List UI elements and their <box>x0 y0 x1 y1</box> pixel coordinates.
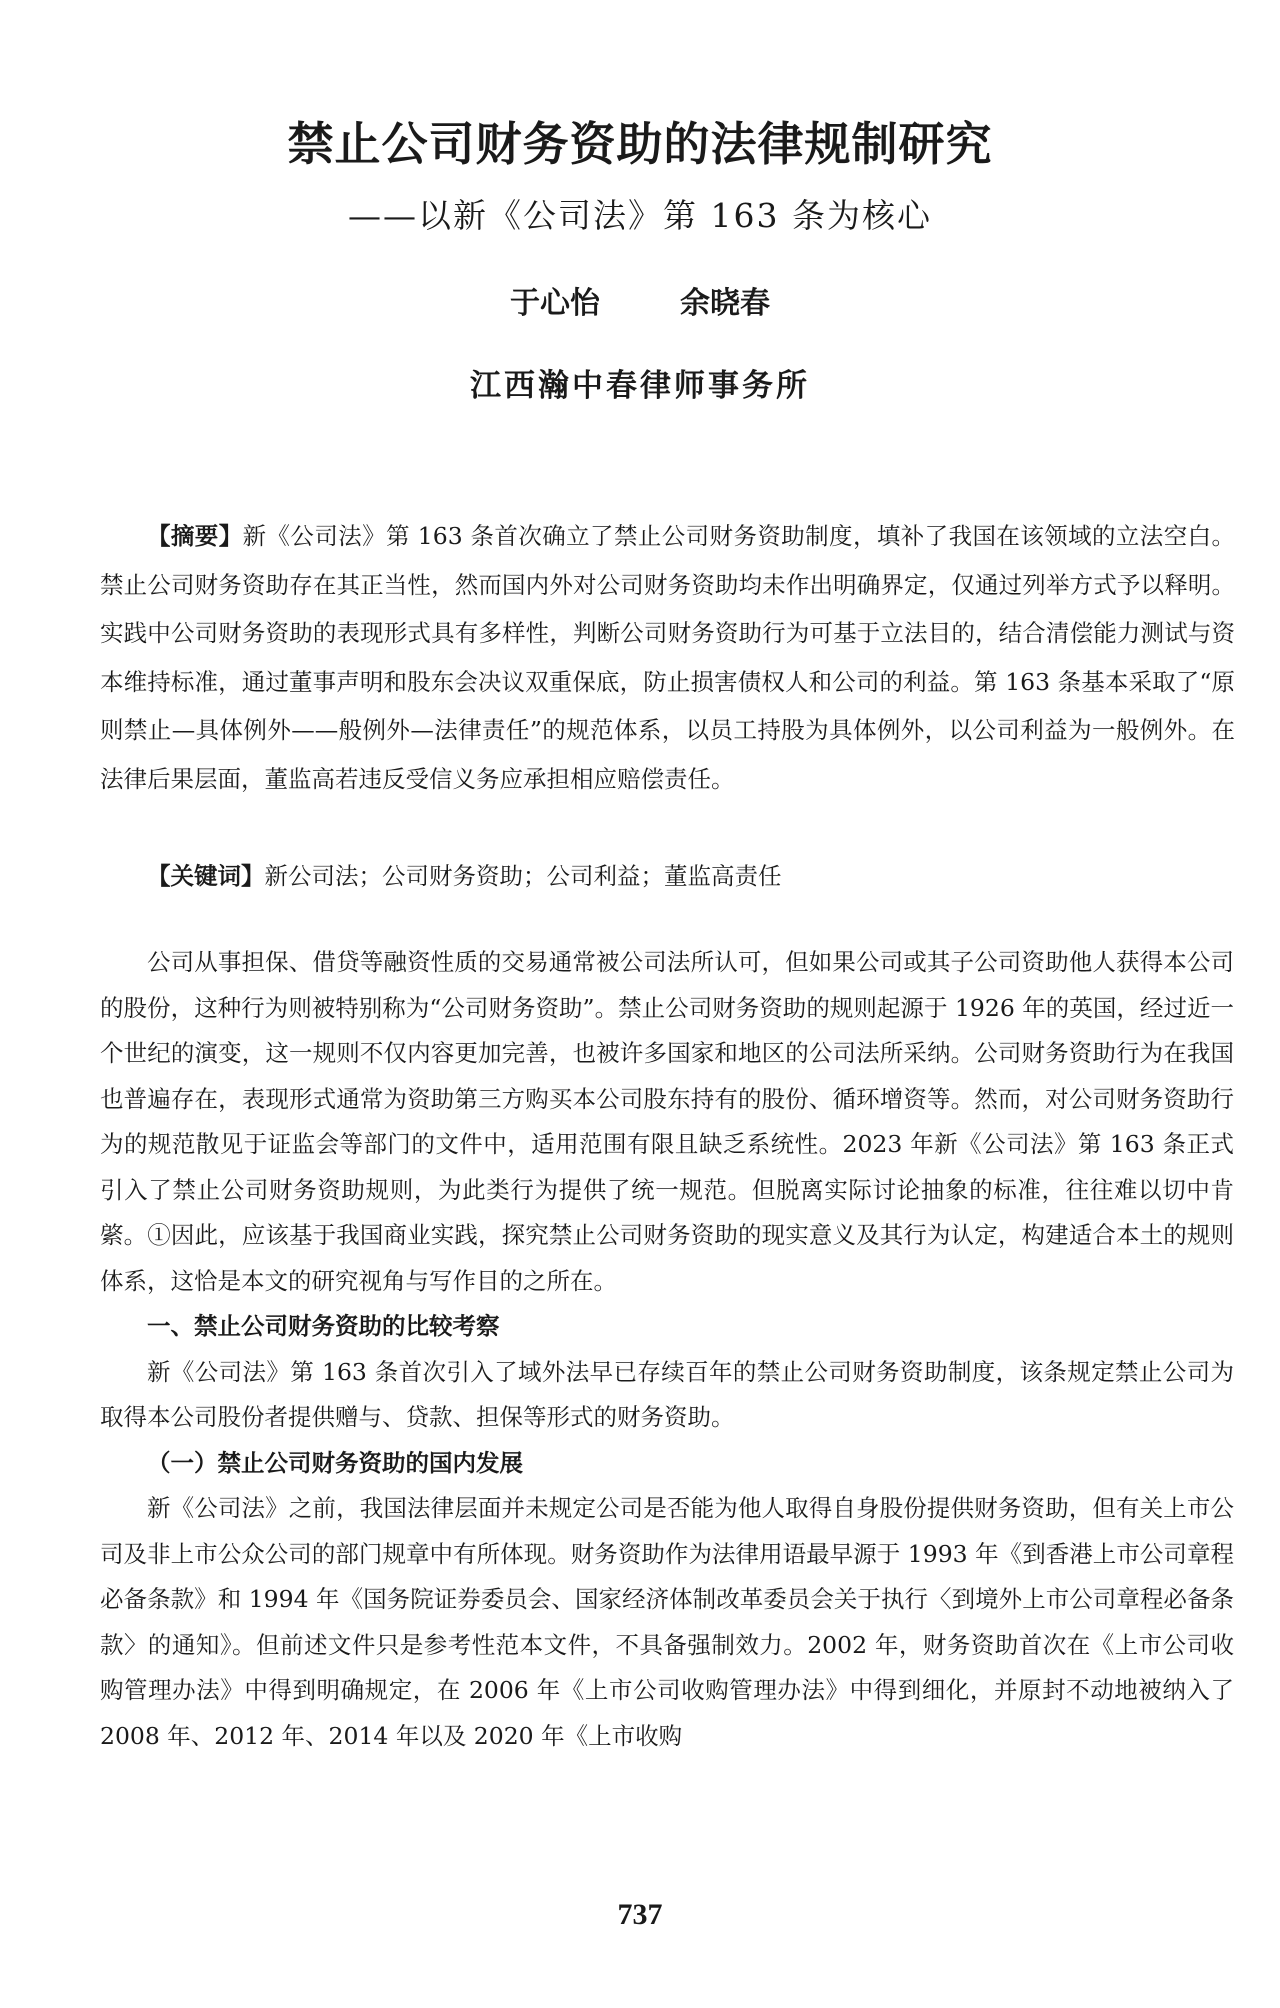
keywords-label: 【关键词】 <box>147 862 265 890</box>
abstract-text: 新《公司法》第 163 条首次确立了禁止公司财务资助制度，填补了我国在该领域的立法空白。禁止公司财务资助存在其正当性，然而国内外对公司财务资助均未作出明确界定，仅通过列举方式予以释明。实践中公司财务资助的表现形式具有多样性，判断公司财务资助行为可基于立法目的，结合清偿能力测试与资本维持标准，通过董事声明和股东会决议双重保底，防止损害债权人和公司的利益。第 163 条基本采取了“原则禁止—具体例外——般例外—法律责任”的规范体系，以员工持股为具体例外，以公司利益为一般例外。在法律后果层面，董监高若违反受信义务应承担相应赔偿责任。 <box>100 522 1235 793</box>
author-name: 余晓春 <box>680 286 770 321</box>
author-list <box>0 278 1280 322</box>
author-affiliation: 江西瀚中春律师事务所 <box>470 368 810 404</box>
body-text <box>100 940 1234 1759</box>
abstract <box>100 512 1235 803</box>
intro-paragraph: 公司从事担保、借贷等融资性质的交易通常被公司法所认可，但如果公司或其子公司资助他人获得本公司的股份，这种行为则被特别称为“公司财务资助”。禁止公司财务资助的规则起源于 1926 年的英国，经过近一个世纪的演变，这一规则不仅内容更加完善，也被许多国家和地区的公司法所采纳。公司财务资助行为在我国也普遍存在，表现形式通常为资助第三方购买本公司股东持有的股份、循环增资等。然而，对公司财务资助行为的规范散见于证监会等部门的文件中，适用范围有限且缺乏系统性。2023 年新《公司法》第 163 条正式引入了禁止公司财务资助规则，为此类行为提供了统一规范。但脱离实际讨论抽象的标准，往往难以切中肯綮。①因此，应该基于我国商业实践，探究禁止公司财务资助的现实意义及其行为认定，构建适合本土的规则体系，这恰是本文的研究视角与写作目的之所在。 <box>100 948 1234 1295</box>
section-paragraph: 新《公司法》第 163 条首次引入了域外法早已存续百年的禁止公司财务资助制度，该条规定禁止公司为取得本公司股份者提供赠与、贷款、担保等形式的财务资助。 <box>100 1357 1234 1431</box>
keywords <box>100 852 1235 900</box>
abstract-label: 【摘要】 <box>147 522 243 550</box>
author-name: 于心怡 <box>510 286 600 321</box>
subsection-paragraph: 新《公司法》之前，我国法律层面并未规定公司是否能为他人取得自身股份提供财务资助，但有关上市公司及非上市公众公司的部门规章中有所体现。财务资助作为法律用语最早源于 1993 年《到香港上市公司章程必备条款》和 1994 年《国务院证券委员会、国家经济体制改革委员会关于执行〈到境外上市公司章程必备条款〉的通知》。但前述文件只是参考性范本文件，不具备强制效力。2002 年，财务资助首次在《上市公司收购管理办法》中得到明确规定，在 2006 年《上市公司收购管理办法》中得到细化，并原封不动地被纳入了 2008 年、2012 年、2014 年以及 2020 年《上市收购 <box>100 1494 1234 1750</box>
section-heading: 一、禁止公司财务资助的比较考察 <box>147 1312 500 1340</box>
subsection-heading: （一）禁止公司财务资助的国内发展 <box>147 1448 523 1477</box>
page-number: 737 <box>617 1898 663 1931</box>
keywords-text: 新公司法；公司财务资助；公司利益；董监高责任 <box>264 862 782 890</box>
paper-subtitle: ——以新《公司法》第 163 条为核心 <box>348 196 932 235</box>
paper-title: 禁止公司财务资助的法律规制研究 <box>287 117 993 171</box>
